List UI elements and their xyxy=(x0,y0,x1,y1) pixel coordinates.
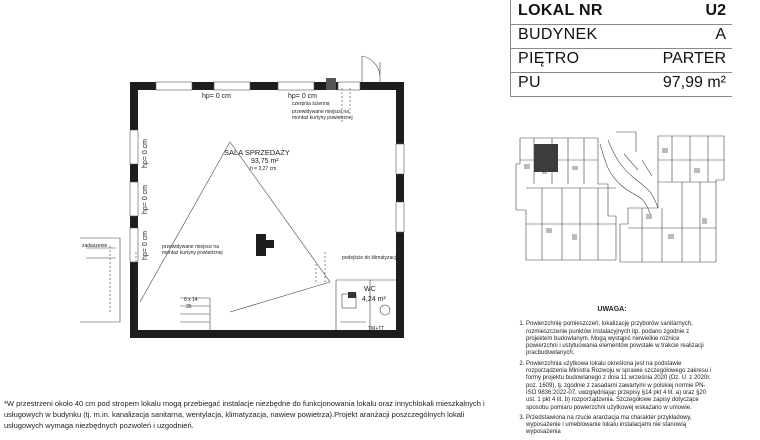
note-item-1: 1. Powierzchnię pomieszczeń, lokalizację przyborów sanitarnych, rozmieszczenie punktów instalacyjnych itp. podano zgodnie z projektem budowlanym. Mogą wystąpić niewielkie różnice powierzchni i ustytuowania elementów powstałe w trakcie realizacji pracbudowlanych. xyxy=(526,321,712,357)
wc-area: 4,24 m² xyxy=(362,296,386,303)
lokal-value: U2 xyxy=(705,2,726,19)
pu-label: PU xyxy=(518,74,541,91)
note-czerpnia: czerpnia ścienna xyxy=(292,101,330,107)
lokal-label: LOKAL NR xyxy=(518,2,603,19)
note-zadaszenie: zadaszenie xyxy=(82,243,108,249)
note-item-3: 3. Przedstawiona na rzucie aranżacja ma charakter przykładowy, wyposażenie i umeblowanie lokalu instalacjami nie stanowią wyposażenia xyxy=(526,415,712,437)
tm-label: TM+TT xyxy=(368,326,385,332)
note-item-2: 2. Powierzchnia użytkowa lokalu określona jest na podstawie rozporządzenia Ministra Rozwoju w sprawie szczegółowego zakresu i formy projektu budowlanego z dnia 11 września 2020 (Dz. U. z 2020r. poz. 1609), tj. zgodnie z zasadami zawartymi w polskiej normie PN-ISO 9836:2022-07, uwzględniając przepisy §14 pkt 4 lit. a) oraz §20 ust. 1 pkt 4 lit. b) rozporządzenia. Szczegółowe zapisy dotyczące sposobu pomiaru powierzchni użytkowej wskazano w umowie. xyxy=(526,361,712,412)
hp-label-top-2: hp= 0 cm xyxy=(288,93,317,100)
pu-value: 97,99 m² xyxy=(662,74,726,91)
hp-label-left-3: hp= 0 cm xyxy=(142,231,149,260)
budynek-label: BUDYNEK xyxy=(518,26,598,43)
room-area: 93,75 m² xyxy=(251,158,279,165)
hp-label-top-1: hp= 0 cm xyxy=(202,93,231,100)
row-pietro xyxy=(510,48,732,73)
notes-title: UWAGA: xyxy=(597,306,627,313)
footer-note: *W przestrzeni około 40 cm pod stropem lokalu mogą przebiegać instalacje niezbędne do funkcjonowania lokalu oraz innychlokali mieszkalnych i usługowych w budynku (tj. m.in. kanalizacja sanitarna, wentylacja, klimatyzacja, nawiew powietrza).Projekt aranżacji poszczególnych lokali usługowych wymaga niezbędnych pozwoleń i uzgodnień. xyxy=(4,399,485,430)
notes-list xyxy=(512,321,712,436)
row-budynek xyxy=(510,24,732,49)
hp-label-left-1: hp= 0 cm xyxy=(142,139,149,168)
note-kurtyna-top: przewidywane miejsce na montaż kurtyny powietrznej xyxy=(292,109,353,121)
site-key-plan xyxy=(512,124,730,266)
note-kurtyna-left: przewidywane miejsce na montaż kurtyny powietrznej xyxy=(162,244,223,256)
budynek-value: A xyxy=(715,26,726,43)
pietro-value: PARTER xyxy=(662,50,726,67)
row-lokal xyxy=(510,0,732,25)
room-height: h = 3,27 cm xyxy=(250,166,277,172)
row-pu xyxy=(510,72,732,97)
highlighted-unit xyxy=(534,144,558,172)
floor-plan xyxy=(80,52,420,352)
room-name: SALA SPRZEDAŻY xyxy=(224,148,290,157)
pietro-label: PIĘTRO xyxy=(518,50,580,67)
stair-label-b: 35 xyxy=(186,304,192,310)
note-klimatyzacja: podejście do klimatyzacji xyxy=(342,255,398,261)
hp-label-left-2: hp= 0 cm xyxy=(142,185,149,214)
wc-name: WC xyxy=(364,286,376,293)
notes-block xyxy=(512,306,712,440)
stair-label-a: 6 x 14 xyxy=(184,297,198,303)
